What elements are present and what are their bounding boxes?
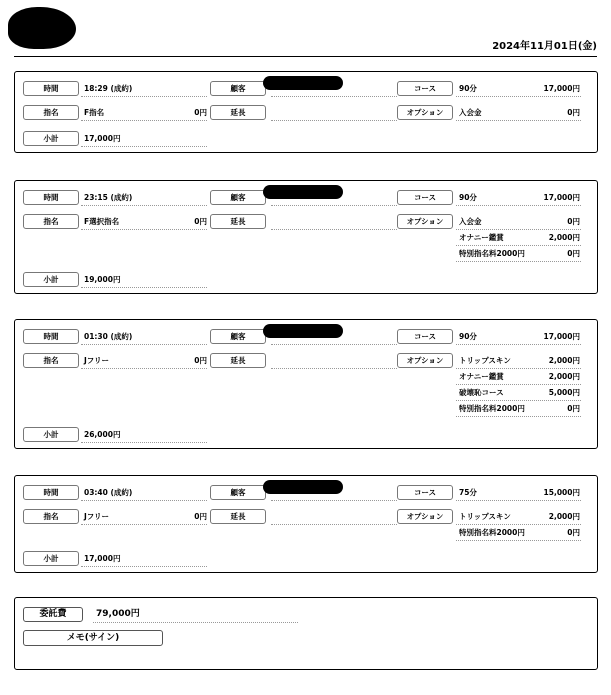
extension-underline — [271, 229, 397, 230]
option-fee: 0円 — [567, 108, 580, 117]
course-underline — [456, 205, 581, 206]
redacted-customer-name — [263, 185, 343, 199]
option-label: オプション — [397, 214, 453, 229]
report-date: 2024年11月01日(金) — [492, 41, 597, 52]
course-label: コース — [397, 485, 453, 500]
booking-card — [14, 71, 598, 153]
subtotal-underline — [81, 442, 207, 443]
subtotal-underline — [81, 566, 207, 567]
time-label: 時間 — [23, 485, 79, 500]
nomination-label: 指名 — [23, 353, 79, 368]
option-fee: 2,000円 — [548, 233, 580, 242]
nomination-label: 指名 — [23, 105, 79, 120]
option-label: オプション — [397, 353, 453, 368]
option-underline — [456, 261, 581, 262]
subtotal-value: 17,000円 — [84, 554, 121, 563]
nomination-fee: 0円 — [194, 217, 207, 226]
time-value: 03:40 (成約) — [84, 488, 133, 497]
subtotal-label: 小計 — [23, 427, 79, 442]
option-name: オナニー鑑賞 — [459, 372, 504, 381]
header-divider — [14, 56, 597, 57]
nomination-fee: 0円 — [194, 512, 207, 521]
subtotal-value: 17,000円 — [84, 134, 121, 143]
nomination-value: Jフリー — [84, 512, 109, 521]
course-underline — [456, 500, 581, 501]
course-underline — [456, 96, 581, 97]
option-name: 特別指名料2000円 — [459, 528, 525, 537]
time-underline — [81, 500, 207, 501]
option-name: 特別指名料2000円 — [459, 404, 525, 413]
redacted-customer-name — [263, 480, 343, 494]
option-name: トリップスキン — [459, 356, 511, 365]
time-value: 01:30 (成約) — [84, 332, 133, 341]
nomination-underline — [81, 524, 207, 525]
extension-label: 延長 — [210, 105, 266, 120]
redacted-customer-name — [263, 76, 343, 90]
option-fee: 2,000円 — [548, 512, 580, 521]
customer-underline — [271, 96, 397, 97]
option-fee: 0円 — [567, 528, 580, 537]
option-underline — [456, 120, 581, 121]
extension-label: 延長 — [210, 509, 266, 524]
subtotal-label: 小計 — [23, 131, 79, 146]
option-underline — [456, 384, 581, 385]
memo-sign-button[interactable]: メモ(サイン) — [23, 630, 163, 646]
booking-card — [14, 475, 598, 573]
option-label: オプション — [397, 105, 453, 120]
option-fee: 0円 — [567, 249, 580, 258]
course-fee: 17,000円 — [543, 332, 580, 341]
extension-label: 延長 — [210, 353, 266, 368]
subtotal-label: 小計 — [23, 272, 79, 287]
time-underline — [81, 96, 207, 97]
option-fee: 2,000円 — [548, 372, 580, 381]
option-name: オナニー鑑賞 — [459, 233, 504, 242]
extension-underline — [271, 368, 397, 369]
subtotal-underline — [81, 146, 207, 147]
option-fee: 0円 — [567, 404, 580, 413]
time-underline — [81, 205, 207, 206]
option-fee: 2,000円 — [548, 356, 580, 365]
customer-label: 顧客 — [210, 81, 266, 96]
option-name: トリップスキン — [459, 512, 511, 521]
customer-underline — [271, 205, 397, 206]
redacted-name-mark — [8, 7, 76, 49]
subtotal-label: 小計 — [23, 551, 79, 566]
nomination-value: Jフリー — [84, 356, 109, 365]
course-underline — [456, 344, 581, 345]
commission-label: 委託費 — [23, 607, 83, 622]
extension-label: 延長 — [210, 214, 266, 229]
nomination-label: 指名 — [23, 214, 79, 229]
option-underline — [456, 229, 581, 230]
course-value: 90分 — [459, 84, 477, 93]
subtotal-value: 19,000円 — [84, 275, 121, 284]
option-underline — [456, 368, 581, 369]
option-underline — [456, 524, 581, 525]
option-name: 破壊恥コース — [459, 388, 504, 397]
time-underline — [81, 344, 207, 345]
time-label: 時間 — [23, 81, 79, 96]
customer-label: 顧客 — [210, 190, 266, 205]
subtotal-value: 26,000円 — [84, 430, 121, 439]
nomination-value: F指名 — [84, 108, 105, 117]
nomination-underline — [81, 229, 207, 230]
course-label: コース — [397, 190, 453, 205]
booking-card — [14, 180, 598, 294]
course-value: 90分 — [459, 332, 477, 341]
course-label: コース — [397, 81, 453, 96]
option-name: 特別指名料2000円 — [459, 249, 525, 258]
booking-card — [14, 319, 598, 449]
commission-underline — [93, 622, 298, 623]
course-value: 75分 — [459, 488, 477, 497]
course-label: コース — [397, 329, 453, 344]
time-value: 23:15 (成約) — [84, 193, 133, 202]
nomination-underline — [81, 120, 207, 121]
option-name: 入会金 — [459, 108, 482, 117]
option-underline — [456, 540, 581, 541]
option-fee: 0円 — [567, 217, 580, 226]
extension-underline — [271, 524, 397, 525]
option-fee: 5,000円 — [548, 388, 580, 397]
time-value: 18:29 (成約) — [84, 84, 133, 93]
option-underline — [456, 400, 581, 401]
nomination-value: F選択指名 — [84, 217, 120, 226]
time-label: 時間 — [23, 329, 79, 344]
course-fee: 15,000円 — [543, 488, 580, 497]
extension-underline — [271, 120, 397, 121]
nomination-fee: 0円 — [194, 356, 207, 365]
customer-label: 顧客 — [210, 485, 266, 500]
customer-underline — [271, 344, 397, 345]
commission-value: 79,000円 — [96, 609, 140, 619]
nomination-underline — [81, 368, 207, 369]
option-underline — [456, 245, 581, 246]
redacted-customer-name — [263, 324, 343, 338]
customer-underline — [271, 500, 397, 501]
summary-card — [14, 597, 598, 670]
subtotal-underline — [81, 287, 207, 288]
customer-label: 顧客 — [210, 329, 266, 344]
nomination-fee: 0円 — [194, 108, 207, 117]
course-fee: 17,000円 — [543, 84, 580, 93]
option-name: 入会金 — [459, 217, 482, 226]
course-value: 90分 — [459, 193, 477, 202]
option-underline — [456, 416, 581, 417]
course-fee: 17,000円 — [543, 193, 580, 202]
nomination-label: 指名 — [23, 509, 79, 524]
option-label: オプション — [397, 509, 453, 524]
time-label: 時間 — [23, 190, 79, 205]
